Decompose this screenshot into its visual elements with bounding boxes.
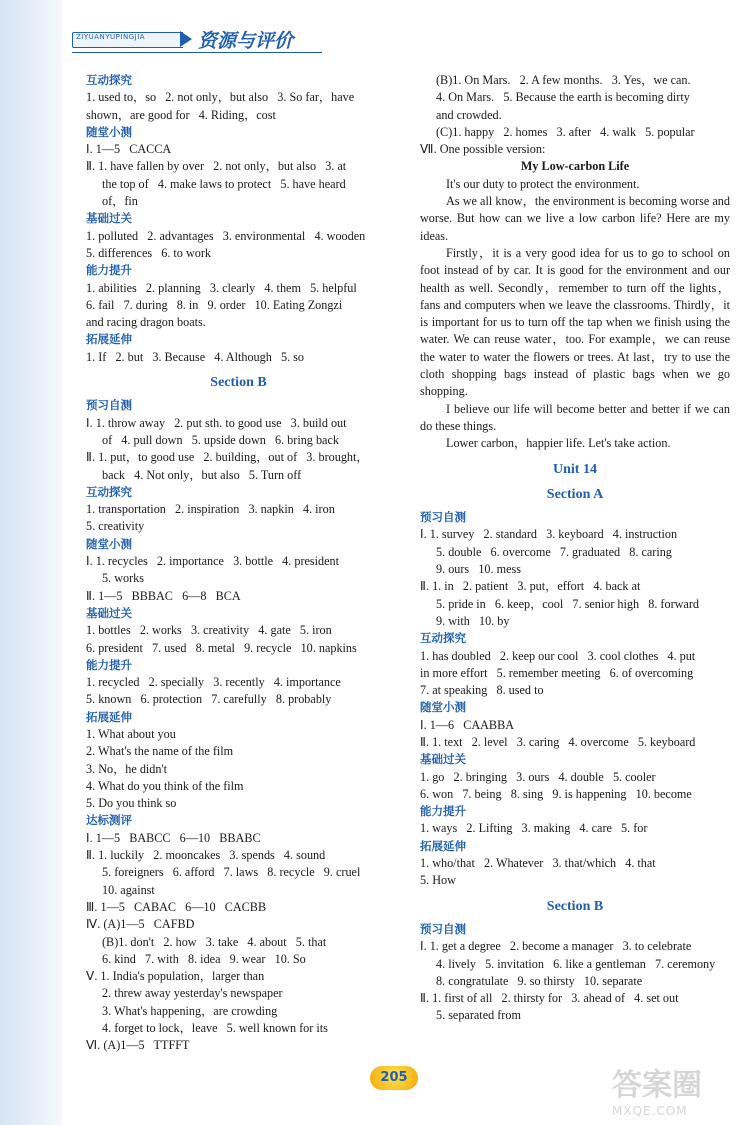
- section-heading: 预习自测: [420, 510, 466, 525]
- section-heading: 基础过关: [420, 752, 466, 767]
- answer-line-indented: (B)1. On Mars. 2. A few months. 3. Yes，we can.: [436, 73, 691, 87]
- essay-paragraph: Lower carbon，happier life. Let's take action.: [446, 436, 671, 451]
- answer-line: 3. No，he didn't: [86, 761, 168, 776]
- answer-line-indented: and crowded.: [436, 107, 502, 122]
- answer-line-indented: back 4. Not only，but also 5. Turn off: [102, 467, 302, 482]
- section-title: Unit 14: [553, 461, 597, 477]
- answer-line-indented: 4. lively 5. invitation 6. like a gentleman 7. ceremony: [436, 956, 716, 971]
- essay-paragraph: I believe our life will become better and better if we can do these things.: [420, 401, 730, 433]
- watermark-logo: 答案圈: [612, 1068, 702, 1103]
- watermark-url: MXQE.COM: [612, 1104, 688, 1118]
- section-heading: 互动探究: [86, 73, 132, 87]
- answer-line: 1. go 2. bringing 3. ours 4. double 5. cooler: [420, 769, 656, 784]
- right-column: [420, 72, 730, 1025]
- answer-line: 7. at speaking 8. used to: [420, 683, 544, 698]
- answer-line: Ⅰ. 1. get a degree 2. become a manager 3. to celebrate: [420, 939, 692, 954]
- answer-line-indented: 6. kind 7. with 8. idea 9. wear 10. So: [102, 951, 306, 966]
- answer-line: 1. who/that 2. Whatever 3. that/which 4. that: [420, 856, 656, 871]
- section-heading: 预习自测: [420, 921, 466, 936]
- header-pinyin: ZIYUANYUPINGJIA: [76, 33, 146, 41]
- answer-line: shown，are good for 4. Riding，cost: [86, 107, 276, 122]
- answer-line: 1. transportation 2. inspiration 3. napkin 4. iron: [86, 502, 335, 517]
- answer-line: 1. What about you: [86, 726, 176, 741]
- section-heading: 互动探究: [86, 484, 132, 499]
- answer-line: Ⅱ. 1. put，to good use 2. building，out of 3. brought，: [86, 450, 369, 465]
- header-title: 资源与评价: [198, 30, 294, 52]
- answer-line-indented: 4. forget to lock，leave 5. well known for its: [102, 1021, 328, 1036]
- answer-line-indented: 5. separated from: [436, 1008, 521, 1023]
- answer-line-indented: 5. pride in 6. keep，cool 7. senior high 8. forward: [436, 596, 699, 611]
- answer-line: 1. recycled 2. specially 3. recently 4. importance: [86, 675, 341, 690]
- answer-line-indented: (C)1. happy 2. homes 3. after 4. walk 5. popular: [436, 124, 695, 139]
- answer-line-indented: 8. congratulate 9. so thirsty 10. separate: [436, 973, 643, 988]
- answer-line: Ⅱ. 1—5 BBBAC 6—8 BCA: [86, 588, 241, 603]
- answer-line: 5. creativity: [86, 519, 145, 534]
- section-heading: 基础过关: [86, 211, 132, 226]
- section-title: Section B: [546, 898, 604, 914]
- answer-line: 5. How: [420, 873, 456, 888]
- section-title: Section B: [210, 375, 267, 391]
- header-rule: [72, 52, 322, 53]
- answer-line: Ⅳ. (A)1—5 CAFBD: [86, 917, 195, 932]
- answer-line: 5. Do you think so: [86, 796, 177, 811]
- answer-line: 1. polluted 2. advantages 3. environmental 4. wooden: [86, 228, 366, 243]
- answer-line: 6. president 7. used 8. metal 9. recycle 10. napkins: [86, 640, 357, 655]
- essay-title: My Low-carbon Life: [520, 159, 630, 174]
- answer-line-indented: 5. works: [102, 571, 144, 586]
- answer-line: 1. has doubled 2. keep our cool 3. cool clothes 4. put: [420, 648, 696, 663]
- answer-line-indented: 5. foreigners 6. afford 7. laws 8. recycle 9. cruel: [102, 865, 361, 880]
- answer-line: Ⅱ. 1. luckily 2. mooncakes 3. spends 4. sound: [86, 848, 326, 863]
- answer-line: 5. differences 6. to work: [86, 245, 211, 260]
- answer-line: Ⅰ. 1—5 BABCC 6—10 BBABC: [86, 830, 261, 845]
- answer-line: 5. known 6. protection 7. carefully 8. probably: [86, 692, 332, 707]
- essay-paragraph: As we all know，the environment is becoming worse and worse. But how can we live a low carbon life? Here are my ideas.: [420, 194, 730, 243]
- section-heading: 拓展延伸: [86, 332, 132, 347]
- answer-line: 6. won 7. being 8. sing 9. is happening 10. become: [420, 786, 692, 801]
- left-column: [86, 72, 391, 1055]
- section-title: Section A: [546, 486, 604, 502]
- answer-line: Ⅰ. 1. throw away 2. put sth. to good use 3. build out: [86, 415, 347, 430]
- answer-line-indented: (B)1. don't 2. how 3. take 4. about 5. that: [102, 934, 327, 949]
- answer-line: Ⅵ. (A)1—5 TTFFT: [86, 1038, 190, 1053]
- answer-line: 1. ways 2. Lifting 3. making 4. care 5. for: [420, 821, 648, 836]
- answer-line: 4. What do you think of the film: [86, 778, 244, 793]
- answer-line: 1. If 2. but 3. Because 4. Although 5. so: [86, 349, 304, 364]
- answer-line: in more effort 5. remember meeting 6. of overcoming: [420, 665, 694, 680]
- section-heading: 达标测评: [86, 813, 132, 828]
- answer-line: Ⅱ. 1. in 2. patient 3. put，effort 4. back at: [420, 579, 641, 594]
- answer-line: Ⅱ. 1. have fallen by over 2. not only，but also 3. at: [86, 159, 347, 174]
- answer-line: Ⅱ. 1. text 2. level 3. caring 4. overcome 5. keyboard: [420, 734, 696, 749]
- answer-line: Ⅰ. 1. survey 2. standard 3. keyboard 4. instruction: [420, 527, 678, 542]
- page-number: 205: [370, 1066, 418, 1090]
- answer-line: Ⅶ. One possible version:: [420, 142, 546, 157]
- watermark: [612, 1060, 742, 1118]
- header-arrow-icon: [180, 31, 192, 47]
- section-heading: 拓展延伸: [86, 709, 132, 724]
- section-heading: 基础过关: [86, 605, 132, 620]
- answer-line-indented: 4. On Mars. 5. Because the earth is becoming dirty: [436, 90, 690, 105]
- section-heading: 能力提升: [86, 657, 132, 672]
- answer-line-indented: 3. What's happening，are crowding: [102, 1003, 278, 1018]
- answer-line: Ⅰ. 1—5 CACCA: [86, 142, 172, 157]
- answer-line: 1. bottles 2. works 3. creativity 4. gate 5. iron: [86, 623, 332, 638]
- answer-line: Ⅰ. 1. recycles 2. importance 3. bottle 4. president: [86, 554, 340, 569]
- section-heading: 随堂小测: [86, 536, 132, 551]
- answer-line-indented: 2. threw away yesterday's newspaper: [102, 986, 283, 1001]
- answer-line: 1. abilities 2. planning 3. clearly 4. them 5. helpful: [86, 280, 357, 295]
- section-heading: 预习自测: [86, 398, 132, 413]
- section-heading: 能力提升: [86, 263, 132, 278]
- answer-line-indented: of，fin: [102, 194, 138, 209]
- answer-line: Ⅲ. 1—5 CABAC 6—10 CACBB: [86, 899, 267, 914]
- answer-line: 2. What's the name of the film: [86, 744, 234, 759]
- answer-line: and racing dragon boats.: [86, 315, 206, 330]
- answer-line: Ⅴ. 1. India's population，larger than: [86, 969, 265, 984]
- answer-line-indented: the top of 4. make laws to protect 5. have heard: [102, 176, 346, 191]
- essay-paragraph: Firstly，it is a very good idea for us to go to school on foot instead of by car. It is good for the environment and our health as well. Secondly，remember to turn off the lights，fans and computers when we leave the classrooms. Thirdly，it is important for us to turn off the tap when we finish using the water. We can reuse water，too. For example，we can reuse the water to water the flowers or trees. At last，try to use the cloth shopping bags instead of plastic bags when we go shopping.: [420, 245, 730, 399]
- answer-line: Ⅱ. 1. first of all 2. thirsty for 3. ahead of 4. set out: [420, 991, 679, 1006]
- section-heading: 互动探究: [420, 631, 466, 646]
- section-heading: 能力提升: [420, 804, 466, 819]
- answer-line: 1. used to，so 2. not only，but also 3. So far，have: [86, 90, 355, 105]
- page-margin-strip: [0, 0, 62, 1125]
- essay-paragraph: It's our duty to protect the environment.: [446, 176, 640, 191]
- answer-line-indented: of 4. pull down 5. upside down 6. bring back: [102, 432, 339, 447]
- section-heading: 拓展延伸: [420, 838, 466, 853]
- answer-line-indented: 9. ours 10. mess: [436, 562, 521, 577]
- section-heading: 随堂小测: [86, 124, 132, 139]
- answer-line: 6. fail 7. during 8. in 9. order 10. Eating Zongzi: [86, 297, 343, 312]
- answer-line-indented: 5. double 6. overcome 7. graduated 8. caring: [436, 544, 672, 559]
- answer-line: Ⅰ. 1—6 CAABBA: [420, 717, 514, 732]
- answer-line-indented: 10. against: [102, 882, 155, 897]
- section-heading: 随堂小测: [420, 700, 466, 715]
- answer-line-indented: 9. with 10. by: [436, 613, 510, 628]
- page-header: [62, 22, 322, 56]
